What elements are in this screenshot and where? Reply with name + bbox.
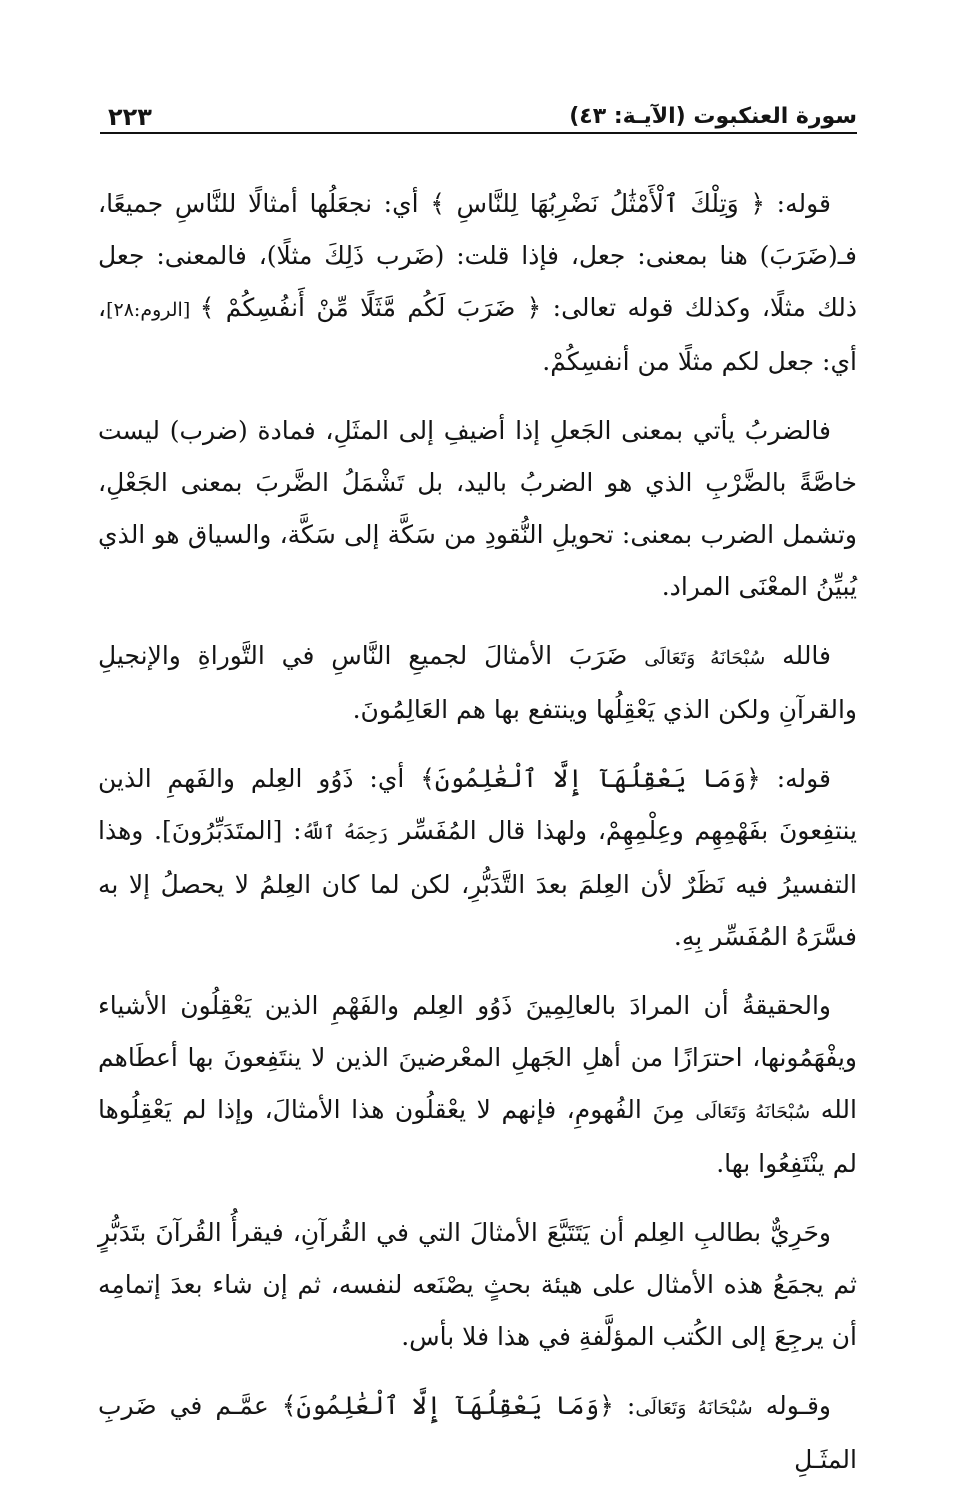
text-run: ، أي: جعل لكم مثلًا من أنفسِكُمْ.	[98, 293, 857, 376]
paragraph	[98, 1207, 857, 1363]
honorific: سُبْحَانَهُ وَتَعَالَى	[644, 647, 766, 669]
text-run: أي: ذَوُو العِلم والفَهمِ الذين ينتفِعونَ بفَهْمِهِم وعِلْمِهِمْ، ولهذا قال المُفَسِّر	[98, 764, 857, 845]
text-run: مِنَ الفُهومِ، فإنهم لا يعْقلُون هذا الأمثالَ، وإذا لم يَعْقِلُوها لم ينْتَفِعُوا بها.	[98, 1095, 857, 1178]
header-divider	[100, 132, 857, 134]
honorific: رَحِمَهُ ٱللَّهُ	[301, 822, 389, 844]
paragraph	[98, 980, 857, 1190]
text-run: عمَّـم في ضَربِ المثَـلِ	[98, 1391, 857, 1474]
surah-title: سورة العنكبوت (الآيـة: ٤٣)	[569, 104, 857, 129]
page-header	[108, 92, 857, 132]
body-text	[98, 178, 857, 1503]
text-run: : [المتَدَبِّرُونَ]. وهذا التفسيرُ فيه نَظَرٌ لأن العِلمَ بعدَ التَّدَبُّرِ، لكن لما كان العِلمُ لا يحصلُ إلا به فسَّرَهُ المُفَسِّر بِهِ.	[98, 816, 857, 951]
paragraph	[98, 1380, 857, 1486]
text-run: وقـوله	[752, 1391, 832, 1420]
honorific: سُبْحَانَهُ وَتَعَالَى	[635, 1397, 753, 1419]
paragraph	[98, 178, 857, 388]
text-run: قوله:	[765, 189, 831, 218]
text-run: :	[613, 1391, 636, 1420]
verse-reference: [الروم:٢٨]	[106, 299, 200, 321]
text-run: والحقيقةُ أن المرادَ بالعالِمِينَ ذَوُو العِلم والفَهْمِ الذين يَعْقِلُون الأشياء ويفْهَمُونها، احترَازًا من أهلِ الجَهلِ المعْرضينَ الذين لا ينتَفِعونَ بها أعطَاهم الله	[98, 991, 857, 1124]
paragraph	[98, 405, 857, 613]
page-number: ٢٢٣	[108, 103, 152, 131]
text-run: أي: نجعَلُها أمثالًا للنَّاسِ جميعًا، فـ(ضَرَبَ) هنا بمعنى: جعل، فإذا قلت: (ضَرب ذَلِكَ مثلًا)، فالمعنى: جعل ذلك مثلًا، وكذلك قوله تعالى:	[98, 189, 858, 322]
text-run: فالضربُ يأتي بمعنى الجَعلِ إذا أضيفِ إلى المثَلِ، فمادة (ضرب) ليست خاصَّةً بالضَّرْبِ الذي هو الضربُ باليد، بل تَشْمَلُ الضَّربَ بمعنى الجَعْلِ، وتشمل الضرب بمعنى: تحويلِ النُّقودِ من سَكَّة إلى سَكَّة، والسياق هو الذي يُبيِّنُ المعْنَى المراد.	[98, 416, 857, 601]
text-run: قوله:	[760, 764, 832, 793]
paragraph	[98, 753, 857, 963]
honorific: سُبْحَانَهُ وَتَعَالَى	[695, 1101, 811, 1123]
text-run: فالله	[765, 641, 831, 670]
quran-verse: ﴿وَمَا يَعْقِلُهَآ إِلَّا ٱلْعَٰلِمُونَ﴾	[281, 1391, 614, 1420]
text-run: وحَرِيٌّ بطالبِ العِلم أن يَتَتَبَّعَ الأمثالَ التي في القُرآنِ، فيقرأُ القُرآنَ بتَدَبُّرٍ ثم يجمَعُ هذه الأمثال على هيئة بحثٍ يصْنَعه لنفسه، ثم إن شاء بعدَ إتمامِه أن يرجِعَ إلى الكُتب المؤلَّفةِ في هذا فلا بأس.	[98, 1218, 857, 1351]
quran-verse: ﴿ ضَرَبَ لَكُم مَّثَلًا مِّنْ أَنفُسِكُمْ ﴾	[199, 293, 542, 322]
quran-verse: ﴿وَمَا يَعْقِلُهَآ إِلَّا ٱلْعَٰلِمُونَ﴾	[420, 764, 761, 793]
quran-verse: ﴿ وَتِلْكَ ٱلْأَمْثَٰلُ نَضْرِبُهَا لِلنَّاسِ ﴾	[430, 189, 766, 218]
paragraph	[98, 630, 857, 736]
text-run: ضَرَبَ الأمثالَ لجميعِ النَّاسِ في التَّوراةِ والإنجيلِ والقرآنِ ولكن الذي يَعْقِلُها وينتفع بها هم العَالِمُونَ.	[98, 641, 857, 724]
